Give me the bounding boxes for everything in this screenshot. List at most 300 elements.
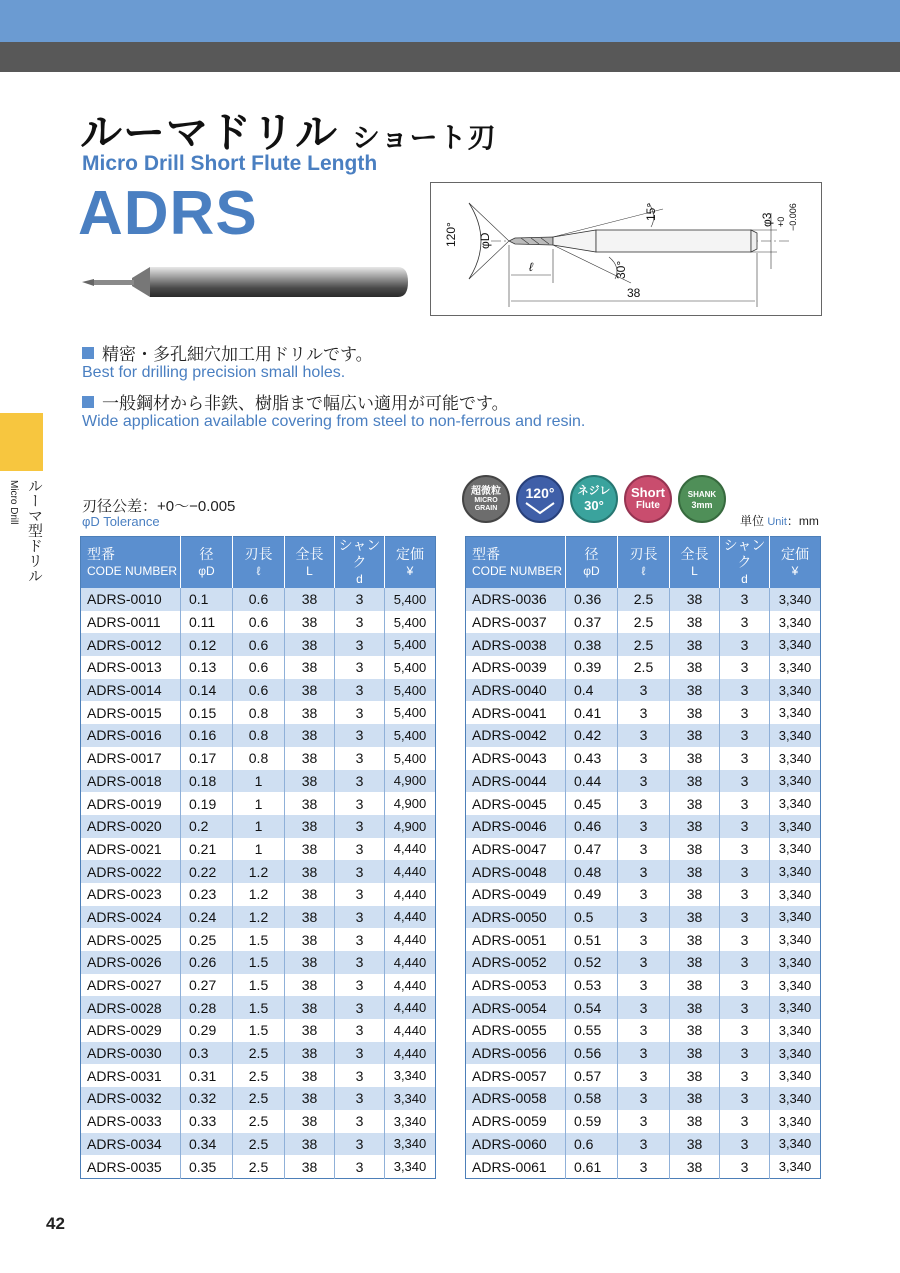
- bullet-square-icon: [82, 347, 94, 359]
- shank-tol-minus: −0.006: [788, 203, 798, 231]
- cell-shank: 3: [335, 588, 385, 611]
- feature-1-jp: 精密・多孔細穴加工用ドリルです。: [102, 345, 373, 364]
- table-row: [81, 860, 436, 883]
- cell-length: 38: [285, 770, 335, 793]
- table-row: [466, 588, 821, 611]
- cell-flute: 0.8: [233, 701, 285, 724]
- cell-price: 3,340: [770, 611, 821, 634]
- cell-flute: 3: [618, 860, 670, 883]
- table-row: [466, 1133, 821, 1156]
- cell-dia: 0.29: [181, 1019, 233, 1042]
- cell-flute: 3: [618, 701, 670, 724]
- cell-shank: 3: [720, 1133, 770, 1156]
- cell-dia: 0.45: [566, 792, 618, 815]
- cell-code: ADRS-0023: [81, 883, 181, 906]
- shank-tol-plus: +0: [776, 216, 786, 227]
- cell-dia: 0.41: [566, 701, 618, 724]
- table-row: [81, 770, 436, 793]
- cell-shank: 3: [720, 770, 770, 793]
- table-row: [466, 701, 821, 724]
- table-row: [81, 951, 436, 974]
- cell-length: 38: [285, 1042, 335, 1065]
- cell-length: 38: [670, 724, 720, 747]
- cell-shank: 3: [335, 1110, 385, 1133]
- cell-price: 3,340: [770, 860, 821, 883]
- cell-dia: 0.12: [181, 633, 233, 656]
- cell-length: 38: [285, 792, 335, 815]
- table-row: [466, 1042, 821, 1065]
- cell-dia: 0.52: [566, 951, 618, 974]
- cell-flute: 3: [618, 1064, 670, 1087]
- cell-length: 38: [670, 770, 720, 793]
- cell-dia: 0.48: [566, 860, 618, 883]
- cell-length: 38: [285, 724, 335, 747]
- cell-price: 3,340: [770, 1064, 821, 1087]
- cell-price: 3,340: [770, 838, 821, 861]
- cell-code: ADRS-0061: [466, 1155, 566, 1178]
- cell-dia: 0.54: [566, 996, 618, 1019]
- cell-code: ADRS-0046: [466, 815, 566, 838]
- cell-code: ADRS-0053: [466, 974, 566, 997]
- table-row: [466, 996, 821, 1019]
- cell-flute: 2.5: [618, 633, 670, 656]
- cell-shank: 3: [720, 1019, 770, 1042]
- cell-shank: 3: [335, 1042, 385, 1065]
- cell-length: 38: [285, 1087, 335, 1110]
- cell-price: 3,340: [770, 1019, 821, 1042]
- cell-shank: 3: [720, 996, 770, 1019]
- dia-label: φD: [478, 232, 492, 249]
- cell-code: ADRS-0044: [466, 770, 566, 793]
- cell-flute: 2.5: [233, 1155, 285, 1178]
- cell-shank: 3: [720, 860, 770, 883]
- angle-15-label: 15°: [644, 202, 658, 221]
- spec-table-left: [80, 536, 436, 1179]
- cell-length: 38: [285, 611, 335, 634]
- cell-flute: 3: [618, 1110, 670, 1133]
- cell-flute: 0.6: [233, 633, 285, 656]
- cell-length: 38: [285, 838, 335, 861]
- cell-price: 3,340: [770, 656, 821, 679]
- drill-photo: [80, 262, 410, 302]
- cell-price: 3,340: [770, 679, 821, 702]
- cell-dia: 0.17: [181, 747, 233, 770]
- cell-flute: 3: [618, 1133, 670, 1156]
- cell-price: 3,340: [770, 633, 821, 656]
- unit-label: 単位 Unit：mm: [740, 514, 819, 528]
- table-header-row: [81, 537, 436, 589]
- cell-code: ADRS-0055: [466, 1019, 566, 1042]
- cell-code: ADRS-0033: [81, 1110, 181, 1133]
- col-dia-header: 径 φD: [181, 537, 233, 589]
- cell-dia: 0.55: [566, 1019, 618, 1042]
- cell-price: 3,340: [770, 815, 821, 838]
- cell-dia: 0.32: [181, 1087, 233, 1110]
- cell-code: ADRS-0059: [466, 1110, 566, 1133]
- cell-price: 4,440: [385, 883, 436, 906]
- product-code: ADRS: [78, 179, 258, 248]
- cell-length: 38: [670, 815, 720, 838]
- cell-flute: 3: [618, 1042, 670, 1065]
- table-row: [81, 838, 436, 861]
- cell-code: ADRS-0038: [466, 633, 566, 656]
- cell-price: 3,340: [770, 588, 821, 611]
- col-price-header: 定価 ¥: [385, 537, 436, 589]
- cell-shank: 3: [335, 633, 385, 656]
- cell-price: 4,440: [385, 996, 436, 1019]
- cell-price: 4,440: [385, 906, 436, 929]
- cell-length: 38: [285, 815, 335, 838]
- cell-price: 3,340: [770, 928, 821, 951]
- cell-shank: 3: [335, 860, 385, 883]
- cell-length: 38: [285, 1110, 335, 1133]
- cell-flute: 3: [618, 747, 670, 770]
- cell-code: ADRS-0027: [81, 974, 181, 997]
- cell-flute: 1.5: [233, 996, 285, 1019]
- cell-price: 4,900: [385, 815, 436, 838]
- cell-price: 3,340: [770, 1042, 821, 1065]
- cell-length: 38: [670, 701, 720, 724]
- cell-code: ADRS-0022: [81, 860, 181, 883]
- cell-shank: 3: [720, 928, 770, 951]
- cell-dia: 0.24: [181, 906, 233, 929]
- cell-price: 4,900: [385, 792, 436, 815]
- cell-dia: 0.2: [181, 815, 233, 838]
- cell-shank: 3: [335, 1087, 385, 1110]
- cell-price: 3,340: [385, 1064, 436, 1087]
- table-row: [466, 770, 821, 793]
- cell-price: 3,340: [385, 1155, 436, 1178]
- cell-price: 3,340: [770, 883, 821, 906]
- cell-dia: 0.4: [566, 679, 618, 702]
- cell-code: ADRS-0029: [81, 1019, 181, 1042]
- cell-length: 38: [670, 679, 720, 702]
- cell-flute: 0.6: [233, 588, 285, 611]
- cell-price: 4,440: [385, 1042, 436, 1065]
- table-row: [466, 838, 821, 861]
- cell-code: ADRS-0054: [466, 996, 566, 1019]
- cell-length: 38: [670, 1042, 720, 1065]
- cell-dia: 0.56: [566, 1042, 618, 1065]
- table-row: [466, 1110, 821, 1133]
- cell-shank: 3: [720, 1110, 770, 1133]
- col-price-header: 定価 ¥: [770, 537, 821, 589]
- cell-flute: 3: [618, 928, 670, 951]
- cell-flute: 3: [618, 679, 670, 702]
- cell-dia: 0.58: [566, 1087, 618, 1110]
- cell-shank: 3: [720, 974, 770, 997]
- cell-dia: 0.18: [181, 770, 233, 793]
- cell-code: ADRS-0060: [466, 1133, 566, 1156]
- cell-dia: 0.43: [566, 747, 618, 770]
- cell-flute: 0.6: [233, 611, 285, 634]
- cell-flute: 1.5: [233, 974, 285, 997]
- spec-table-left-body: [81, 588, 436, 1178]
- cell-length: 38: [285, 679, 335, 702]
- cell-flute: 2.5: [233, 1133, 285, 1156]
- table-row: [81, 679, 436, 702]
- cell-flute: 3: [618, 883, 670, 906]
- col-code-header: 型番 CODE NUMBER: [466, 537, 566, 589]
- cell-dia: 0.35: [181, 1155, 233, 1178]
- cell-code: ADRS-0016: [81, 724, 181, 747]
- header-band-blue: [0, 0, 900, 42]
- table-row: [466, 1087, 821, 1110]
- cell-dia: 0.31: [181, 1064, 233, 1087]
- cell-price: 3,340: [385, 1087, 436, 1110]
- cell-shank: 3: [335, 701, 385, 724]
- cell-shank: 3: [335, 951, 385, 974]
- shank-badge-icon: SHANK 3mm: [678, 475, 726, 523]
- cell-length: 38: [285, 996, 335, 1019]
- cell-code: ADRS-0028: [81, 996, 181, 1019]
- cell-price: 4,900: [385, 770, 436, 793]
- cell-length: 38: [285, 860, 335, 883]
- table-row: [81, 792, 436, 815]
- cell-dia: 0.39: [566, 656, 618, 679]
- table-row: [466, 747, 821, 770]
- cell-shank: 3: [335, 747, 385, 770]
- cell-length: 38: [670, 883, 720, 906]
- cell-code: ADRS-0012: [81, 633, 181, 656]
- cell-length: 38: [670, 1155, 720, 1178]
- table-row: [466, 928, 821, 951]
- cell-price: 3,340: [770, 951, 821, 974]
- cell-code: ADRS-0042: [466, 724, 566, 747]
- cell-price: 3,340: [385, 1110, 436, 1133]
- page-number: 42: [46, 1214, 65, 1233]
- cell-price: 3,340: [770, 1087, 821, 1110]
- cell-dia: 0.15: [181, 701, 233, 724]
- cell-dia: 0.44: [566, 770, 618, 793]
- cell-code: ADRS-0017: [81, 747, 181, 770]
- table-row: [81, 883, 436, 906]
- cell-flute: 1.5: [233, 928, 285, 951]
- col-dia-header: 径 φD: [566, 537, 618, 589]
- table-row: [466, 792, 821, 815]
- cell-price: 3,340: [770, 996, 821, 1019]
- cell-price: 3,340: [770, 792, 821, 815]
- cell-shank: 3: [335, 1133, 385, 1156]
- cell-price: 3,340: [770, 724, 821, 747]
- cell-length: 38: [670, 928, 720, 951]
- cell-code: ADRS-0037: [466, 611, 566, 634]
- table-row: [81, 701, 436, 724]
- cell-code: ADRS-0019: [81, 792, 181, 815]
- cell-flute: 1: [233, 770, 285, 793]
- cell-code: ADRS-0010: [81, 588, 181, 611]
- cell-price: 4,440: [385, 838, 436, 861]
- cell-shank: 3: [335, 974, 385, 997]
- cell-shank: 3: [335, 906, 385, 929]
- cell-price: 4,440: [385, 928, 436, 951]
- table-row: [81, 656, 436, 679]
- cell-price: 3,340: [770, 770, 821, 793]
- cell-shank: 3: [720, 1087, 770, 1110]
- cell-shank: 3: [335, 1155, 385, 1178]
- helix-badge-icon: ネジレ 30°: [570, 475, 618, 523]
- cell-flute: 3: [618, 815, 670, 838]
- cell-shank: 3: [720, 1155, 770, 1178]
- cell-dia: 0.34: [181, 1133, 233, 1156]
- cell-length: 38: [285, 974, 335, 997]
- cell-dia: 0.5: [566, 906, 618, 929]
- cell-length: 38: [670, 633, 720, 656]
- cell-code: ADRS-0024: [81, 906, 181, 929]
- cell-length: 38: [285, 928, 335, 951]
- cell-flute: 2.5: [618, 611, 670, 634]
- cell-flute: 3: [618, 996, 670, 1019]
- cell-length: 38: [670, 906, 720, 929]
- cell-dia: 0.33: [181, 1110, 233, 1133]
- table-row: [81, 611, 436, 634]
- table-row: [81, 1019, 436, 1042]
- cell-price: 5,400: [385, 633, 436, 656]
- cell-shank: 3: [720, 815, 770, 838]
- cell-flute: 3: [618, 1019, 670, 1042]
- cell-length: 38: [670, 792, 720, 815]
- cell-shank: 3: [720, 611, 770, 634]
- cell-code: ADRS-0036: [466, 588, 566, 611]
- cell-price: 3,340: [770, 974, 821, 997]
- cell-shank: 3: [335, 883, 385, 906]
- col-shank-header: シャンク d: [720, 537, 770, 589]
- table-row: [466, 1019, 821, 1042]
- cell-shank: 3: [335, 724, 385, 747]
- tolerance-label-en: φD Tolerance: [82, 514, 160, 529]
- cell-code: ADRS-0034: [81, 1133, 181, 1156]
- cell-flute: 3: [618, 1087, 670, 1110]
- angle-30-label: 30°: [614, 260, 628, 279]
- cell-shank: 3: [335, 996, 385, 1019]
- cell-shank: 3: [720, 724, 770, 747]
- col-length-header: 全長 L: [285, 537, 335, 589]
- cell-shank: 3: [335, 1019, 385, 1042]
- cell-dia: 0.59: [566, 1110, 618, 1133]
- cell-shank: 3: [335, 815, 385, 838]
- cell-code: ADRS-0049: [466, 883, 566, 906]
- cell-flute: 0.6: [233, 656, 285, 679]
- cell-shank: 3: [335, 1064, 385, 1087]
- cell-price: 3,340: [385, 1133, 436, 1156]
- table-row: [466, 951, 821, 974]
- cell-length: 38: [670, 996, 720, 1019]
- cell-price: 3,340: [770, 1133, 821, 1156]
- cell-length: 38: [670, 860, 720, 883]
- cell-length: 38: [285, 1064, 335, 1087]
- cell-dia: 0.49: [566, 883, 618, 906]
- cell-dia: 0.37: [566, 611, 618, 634]
- cell-shank: 3: [335, 656, 385, 679]
- cell-flute: 2.5: [233, 1110, 285, 1133]
- cell-dia: 0.57: [566, 1064, 618, 1087]
- cell-length: 38: [670, 1019, 720, 1042]
- cell-shank: 3: [335, 679, 385, 702]
- table-row: [466, 1064, 821, 1087]
- cell-flute: 2.5: [618, 588, 670, 611]
- cell-code: ADRS-0041: [466, 701, 566, 724]
- cell-flute: 3: [618, 906, 670, 929]
- cell-length: 38: [670, 1064, 720, 1087]
- cell-length: 38: [670, 588, 720, 611]
- cell-price: 5,400: [385, 656, 436, 679]
- cell-price: 4,440: [385, 1019, 436, 1042]
- cell-dia: 0.51: [566, 928, 618, 951]
- cell-length: 38: [670, 951, 720, 974]
- cell-shank: 3: [720, 747, 770, 770]
- cell-code: ADRS-0011: [81, 611, 181, 634]
- table-row: [81, 815, 436, 838]
- cell-flute: 2.5: [618, 656, 670, 679]
- cell-length: 38: [670, 611, 720, 634]
- side-tab: [0, 413, 43, 471]
- cell-length: 38: [285, 633, 335, 656]
- side-tab-label-jp: ルーマ型ドリル: [26, 478, 43, 583]
- cell-flute: 0.6: [233, 679, 285, 702]
- cell-dia: 0.26: [181, 951, 233, 974]
- cell-length: 38: [285, 883, 335, 906]
- feature-badges: [462, 475, 732, 527]
- cell-flute: 3: [618, 792, 670, 815]
- table-row: [466, 906, 821, 929]
- cell-code: ADRS-0052: [466, 951, 566, 974]
- cell-flute: 1: [233, 792, 285, 815]
- micro-grain-badge-icon: 超微粒 MICRO GRAIN: [462, 475, 510, 523]
- table-row: [466, 724, 821, 747]
- col-code-header: 型番 CODE NUMBER: [81, 537, 181, 589]
- cell-flute: 2.5: [233, 1087, 285, 1110]
- title-jp-sub: ショート刃: [352, 122, 497, 153]
- cell-dia: 0.46: [566, 815, 618, 838]
- cell-flute: 3: [618, 838, 670, 861]
- cell-length: 38: [285, 951, 335, 974]
- cell-shank: 3: [720, 588, 770, 611]
- cell-dia: 0.6: [566, 1133, 618, 1156]
- cell-flute: 0.8: [233, 724, 285, 747]
- cell-dia: 0.23: [181, 883, 233, 906]
- cell-flute: 1.5: [233, 951, 285, 974]
- cell-shank: 3: [720, 792, 770, 815]
- cell-code: ADRS-0025: [81, 928, 181, 951]
- cell-code: ADRS-0014: [81, 679, 181, 702]
- cell-length: 38: [670, 747, 720, 770]
- page-title: [80, 100, 496, 160]
- cell-code: ADRS-0047: [466, 838, 566, 861]
- feature-2-jp: 一般鋼材から非鉄、樹脂まで幅広い適用が可能です。: [102, 394, 509, 413]
- table-row: [466, 974, 821, 997]
- cell-shank: 3: [720, 679, 770, 702]
- col-shank-header: シャンク d: [335, 537, 385, 589]
- cell-code: ADRS-0020: [81, 815, 181, 838]
- cell-shank: 3: [720, 701, 770, 724]
- short-flute-badge-icon: Short Flute: [624, 475, 672, 523]
- flute-len-label: ℓ: [529, 260, 533, 274]
- cell-code: ADRS-0058: [466, 1087, 566, 1110]
- side-tab-label-en: Micro Drill: [8, 480, 19, 525]
- angle-120-label: 120°: [444, 222, 458, 247]
- cell-price: 3,340: [770, 906, 821, 929]
- cell-dia: 0.3: [181, 1042, 233, 1065]
- table-row: [81, 1042, 436, 1065]
- table-row: [81, 1087, 436, 1110]
- cell-shank: 3: [335, 792, 385, 815]
- shank-dia-label: φ3: [760, 212, 774, 227]
- table-row: [81, 633, 436, 656]
- cell-code: ADRS-0051: [466, 928, 566, 951]
- feature-1: [82, 340, 373, 365]
- cell-shank: 3: [720, 633, 770, 656]
- drill-dimension-diagram: [430, 182, 822, 316]
